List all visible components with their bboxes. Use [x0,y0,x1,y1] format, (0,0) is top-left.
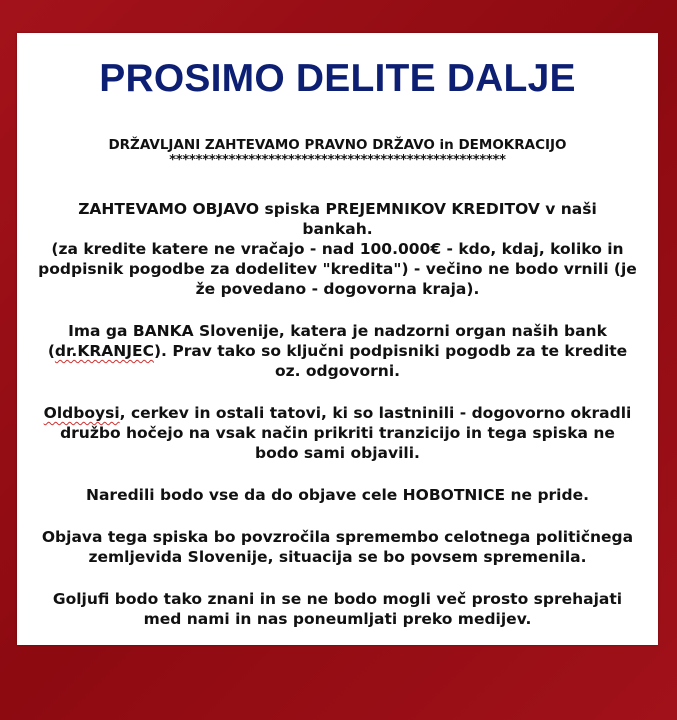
paragraph-line: bodo sami objavili. [255,444,420,462]
paragraph-line: zemljevida Slovenije, situacija se bo povsem spremenila. [88,548,587,566]
paragraph-goljufi [35,589,640,629]
paragraph-line: Goljufi bodo tako znani in se ne bodo mogli več prosto sprehajati [52,590,623,608]
text-fragment: , cerkev in ostali tatovi, ki so lastninili - dogovorno okradli [119,404,632,422]
paragraph-line: podpisnik pogodbe za dodelitev "kredita") - večino ne bodo vrnili (je [38,260,637,278]
paragraph-hobotnica [35,485,640,505]
document-sheet [17,33,658,645]
paragraph-line: oz. odgovorni. [274,362,401,380]
text-fragment: ). Prav tako so ključni podpisniki pogodb za te kredite [153,342,628,360]
spellcheck-flagged-word: Oldboysi [43,404,120,422]
text-fragment: ( [47,342,55,360]
paragraph-line [35,403,640,423]
paragraph-line: Ima ga BANKA Slovenije, katera je nadzorni organ naših bank [68,322,607,340]
paragraph-line: med nami in nas poneumljati preko medijev. [143,610,532,628]
paragraph-line [35,341,640,361]
paragraph-bank-slovenia [35,321,640,381]
asterisk-separator: *************************************************** [169,154,506,168]
paragraph-line: (za kredite katere ne vračajo - nad 100.000€ - kdo, kdaj, koliko in [51,240,624,258]
paragraph-line: družbo hočejo na vsak način prikriti tranzicijo in tega spiska ne [60,424,615,442]
paragraph-line: bankah. [302,220,373,238]
paragraph-line: ZAHTEVAMO OBJAVO spiska PREJEMNIKOV KREDITOV v naši [78,200,597,218]
paragraph-line: Objava tega spiska bo povzročila spremembo celotnega političnega [41,528,634,546]
document-subtitle: DRŽAVLJANI ZAHTEVAMO PRAVNO DRŽAVO in DEMOKRACIJO [108,137,567,153]
paragraph-political-map [35,527,640,567]
page-title: PROSIMO DELITE DALJE [99,57,576,100]
paragraph-line: že povedano - dogovorna kraja). [195,280,480,298]
paragraph-line: Naredili bodo vse da do objave cele HOBOTNICE ne pride. [86,486,589,504]
paragraph-demand [35,199,640,299]
paragraph-oldboysi [35,403,640,463]
spellcheck-flagged-word: dr.KRANJEC [54,342,154,360]
